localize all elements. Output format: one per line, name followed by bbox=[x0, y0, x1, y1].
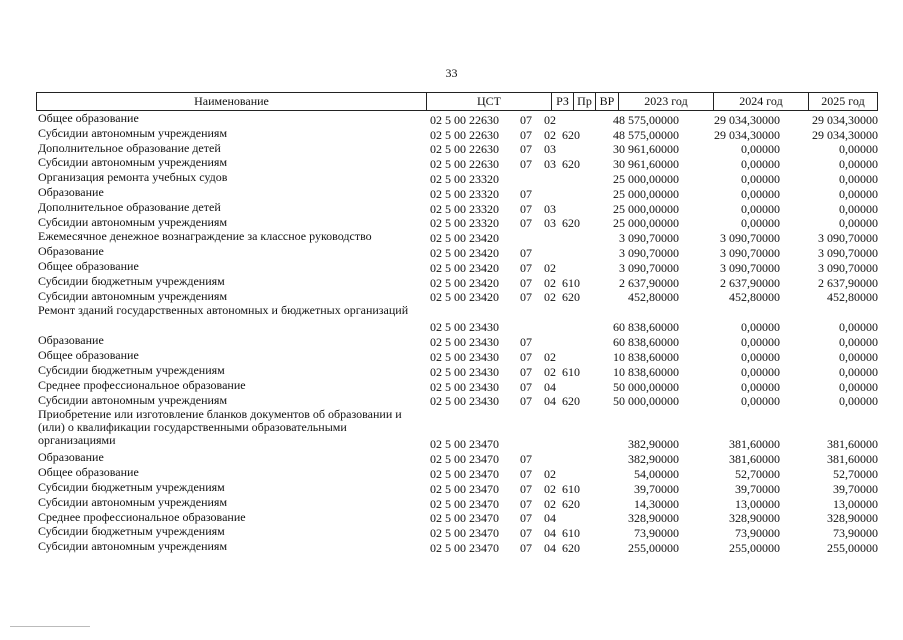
row-y2023: 3 090,70000 bbox=[619, 260, 679, 275]
row-name: Субсидии бюджетным учреждениям bbox=[38, 362, 225, 377]
row-y2024: 0,00000 bbox=[741, 320, 780, 335]
row-name: Среднее профессиональное образование bbox=[38, 509, 246, 524]
row-cst: 02 5 00 22630 bbox=[430, 112, 499, 127]
row-y2025: 0,00000 bbox=[839, 335, 878, 350]
table-row bbox=[36, 186, 878, 201]
table-row bbox=[36, 451, 878, 466]
table-row bbox=[36, 216, 878, 231]
row-y2023: 3 090,70000 bbox=[619, 245, 679, 260]
row-y2024: 0,00000 bbox=[741, 157, 780, 172]
row-y2024: 452,80000 bbox=[729, 290, 780, 305]
table-row bbox=[36, 260, 878, 275]
row-name: Общее образование bbox=[38, 258, 139, 273]
page-number: 33 bbox=[445, 66, 458, 80]
row-y2025: 39,70000 bbox=[833, 481, 878, 496]
row-y2025: 381,60000 bbox=[827, 452, 878, 467]
row-y2024: 29 034,30000 bbox=[714, 127, 780, 142]
row-name: Общее образование bbox=[38, 348, 139, 363]
row-y2025: 3 090,70000 bbox=[818, 260, 878, 275]
row-rz: 07 bbox=[520, 260, 532, 275]
row-y2025: 29 034,30000 bbox=[812, 112, 878, 127]
row-y2023: 328,90000 bbox=[628, 511, 679, 526]
row-cst: 02 5 00 23420 bbox=[430, 231, 499, 246]
header-2025: 2025 год bbox=[821, 94, 865, 108]
row-name: Организация ремонта учебных судов bbox=[38, 170, 228, 185]
row-y2024: 0,00000 bbox=[741, 335, 780, 350]
row-y2024: 2 637,90000 bbox=[720, 275, 780, 290]
row-rz: 07 bbox=[520, 540, 532, 555]
row-y2025: 0,00000 bbox=[839, 364, 878, 379]
row-rz: 07 bbox=[520, 186, 532, 201]
row-rz: 07 bbox=[520, 481, 532, 496]
row-cst: 02 5 00 23430 bbox=[430, 379, 499, 394]
row-y2025: 2 637,90000 bbox=[818, 275, 878, 290]
row-y2024: 0,00000 bbox=[741, 142, 780, 157]
row-vr: 620 bbox=[562, 216, 580, 231]
table-row bbox=[36, 245, 878, 260]
row-y2025: 0,00000 bbox=[839, 349, 878, 364]
table-body bbox=[36, 112, 878, 555]
row-y2025: 255,00000 bbox=[827, 540, 878, 555]
row-rz: 07 bbox=[520, 496, 532, 511]
row-y2023: 14,30000 bbox=[634, 496, 679, 511]
row-cst: 02 5 00 23320 bbox=[430, 216, 499, 231]
row-y2025: 0,00000 bbox=[839, 379, 878, 394]
row-pr: 03 bbox=[544, 216, 556, 231]
row-name: Субсидии автономным учреждениям bbox=[38, 392, 228, 407]
row-rz: 07 bbox=[520, 452, 532, 467]
row-y2023: 30 961,60000 bbox=[613, 142, 679, 157]
row-rz: 07 bbox=[520, 245, 532, 260]
row-cst: 02 5 00 23320 bbox=[430, 186, 499, 201]
row-y2023: 30 961,60000 bbox=[613, 157, 679, 172]
row-cst: 02 5 00 23420 bbox=[430, 260, 499, 275]
row-cst: 02 5 00 22630 bbox=[430, 127, 499, 142]
table-row bbox=[36, 511, 878, 526]
table-row bbox=[36, 394, 878, 409]
row-y2024: 3 090,70000 bbox=[720, 231, 780, 246]
row-y2024: 0,00000 bbox=[741, 379, 780, 394]
row-name: Субсидии автономным учреждениям bbox=[38, 155, 228, 170]
row-y2023: 50 000,00000 bbox=[613, 394, 679, 409]
row-y2023: 452,80000 bbox=[628, 290, 679, 305]
row-pr: 02 bbox=[544, 112, 556, 127]
row-cst: 02 5 00 23470 bbox=[430, 466, 499, 481]
row-rz: 07 bbox=[520, 290, 532, 305]
row-name: Общее образование bbox=[38, 465, 139, 480]
row-name: Субсидии автономным учреждениям bbox=[38, 494, 228, 509]
row-y2024: 3 090,70000 bbox=[720, 260, 780, 275]
row-pr: 02 bbox=[544, 466, 556, 481]
row-rz: 07 bbox=[520, 379, 532, 394]
row-pr: 02 bbox=[544, 496, 556, 511]
row-y2025: 0,00000 bbox=[839, 186, 878, 201]
row-vr: 620 bbox=[562, 127, 580, 142]
row-vr: 620 bbox=[562, 290, 580, 305]
row-y2023: 48 575,00000 bbox=[613, 127, 679, 142]
row-pr: 04 bbox=[544, 379, 556, 394]
row-y2023: 25 000,00000 bbox=[613, 201, 679, 216]
row-y2023: 382,90000 bbox=[628, 437, 679, 452]
row-y2025: 13,00000 bbox=[833, 496, 878, 511]
row-vr: 620 bbox=[562, 157, 580, 172]
row-y2024: 381,60000 bbox=[729, 452, 780, 467]
table-row bbox=[36, 349, 878, 364]
row-y2023: 3 090,70000 bbox=[619, 231, 679, 246]
table-row bbox=[36, 496, 878, 511]
table-row bbox=[36, 540, 878, 555]
row-name: Субсидии автономным учреждениям bbox=[38, 125, 228, 140]
row-y2023: 50 000,00000 bbox=[613, 379, 679, 394]
table-row bbox=[36, 525, 878, 540]
table-row bbox=[36, 230, 878, 245]
row-vr: 620 bbox=[562, 540, 580, 555]
row-name: Субсидии автономным учреждениям bbox=[38, 539, 228, 554]
row-pr: 02 bbox=[544, 364, 556, 379]
row-y2023: 54,00000 bbox=[634, 466, 679, 481]
row-name: Приобретение или изготовление бланков документов об образовании и (или) о квалификации государственными образовательными организациями bbox=[38, 407, 402, 448]
row-vr: 610 bbox=[562, 275, 580, 290]
row-y2024: 255,00000 bbox=[729, 540, 780, 555]
row-cst: 02 5 00 23470 bbox=[430, 452, 499, 467]
row-y2023: 73,90000 bbox=[634, 526, 679, 541]
row-name: Среднее профессиональное образование bbox=[38, 377, 246, 392]
row-cst: 02 5 00 23430 bbox=[430, 335, 499, 350]
header-2024: 2024 год bbox=[714, 93, 809, 110]
row-cst: 02 5 00 23320 bbox=[430, 171, 499, 186]
table-row bbox=[36, 171, 878, 186]
row-cst: 02 5 00 23320 bbox=[430, 201, 499, 216]
row-pr: 04 bbox=[544, 540, 556, 555]
row-name: Ежемесячное денежное вознаграждение за классное руководство bbox=[38, 229, 372, 244]
row-pr: 02 bbox=[544, 481, 556, 496]
row-vr: 610 bbox=[562, 481, 580, 496]
row-y2023: 2 637,90000 bbox=[619, 275, 679, 290]
row-pr: 02 bbox=[544, 275, 556, 290]
header-name: Наименование bbox=[37, 93, 427, 110]
row-pr: 03 bbox=[544, 157, 556, 172]
row-y2025: 52,70000 bbox=[833, 466, 878, 481]
row-y2024: 29 034,30000 bbox=[714, 112, 780, 127]
row-rz: 07 bbox=[520, 526, 532, 541]
row-y2024: 0,00000 bbox=[741, 216, 780, 231]
table-row bbox=[36, 466, 878, 481]
row-cst: 02 5 00 23430 bbox=[430, 320, 499, 335]
row-pr: 02 bbox=[544, 260, 556, 275]
row-rz: 07 bbox=[520, 275, 532, 290]
row-y2025: 0,00000 bbox=[839, 171, 878, 186]
row-cst: 02 5 00 23470 bbox=[430, 540, 499, 555]
row-pr: 02 bbox=[544, 349, 556, 364]
row-y2024: 0,00000 bbox=[741, 349, 780, 364]
row-y2024: 3 090,70000 bbox=[720, 245, 780, 260]
header-pr: Пр bbox=[574, 93, 596, 110]
header-vr: ВР bbox=[596, 93, 619, 110]
row-name: Субсидии автономным учреждениям bbox=[38, 214, 228, 229]
table-row bbox=[36, 112, 878, 127]
row-name: Образование bbox=[38, 184, 104, 199]
row-y2025: 0,00000 bbox=[839, 201, 878, 216]
row-y2025: 0,00000 bbox=[839, 394, 878, 409]
row-y2025: 3 090,70000 bbox=[818, 245, 878, 260]
row-name: Субсидии бюджетным учреждениям bbox=[38, 273, 225, 288]
row-cst: 02 5 00 23420 bbox=[430, 245, 499, 260]
row-pr: 02 bbox=[544, 290, 556, 305]
row-y2024: 13,00000 bbox=[735, 496, 780, 511]
footer-rule bbox=[10, 626, 90, 627]
row-name: Ремонт зданий государственных автономных и бюджетных организаций bbox=[38, 303, 409, 318]
row-rz: 07 bbox=[520, 364, 532, 379]
table-row bbox=[36, 275, 878, 290]
row-vr: 620 bbox=[562, 394, 580, 409]
row-y2023: 25 000,00000 bbox=[613, 186, 679, 201]
row-cst: 02 5 00 23430 bbox=[430, 364, 499, 379]
row-y2025: 0,00000 bbox=[839, 142, 878, 157]
row-name: Дополнительное образование детей bbox=[38, 199, 221, 214]
row-y2023: 60 838,60000 bbox=[613, 320, 679, 335]
row-rz: 07 bbox=[520, 157, 532, 172]
row-rz: 07 bbox=[520, 394, 532, 409]
row-pr: 04 bbox=[544, 394, 556, 409]
row-pr: 02 bbox=[544, 127, 556, 142]
row-rz: 07 bbox=[520, 112, 532, 127]
row-y2024: 39,70000 bbox=[735, 481, 780, 496]
row-y2024: 0,00000 bbox=[741, 186, 780, 201]
header-cst: ЦСТ bbox=[427, 93, 552, 110]
row-y2025: 0,00000 bbox=[839, 157, 878, 172]
row-pr: 03 bbox=[544, 142, 556, 157]
row-name: Субсидии бюджетным учреждениям bbox=[38, 524, 225, 539]
header-2023: 2023 год bbox=[619, 93, 714, 110]
row-y2025: 328,90000 bbox=[827, 511, 878, 526]
row-y2023: 10 838,60000 bbox=[613, 364, 679, 379]
row-rz: 07 bbox=[520, 127, 532, 142]
row-name: Общее образование bbox=[38, 111, 139, 125]
row-vr: 620 bbox=[562, 496, 580, 511]
row-name: Субсидии бюджетным учреждениям bbox=[38, 479, 225, 494]
row-y2023: 60 838,60000 bbox=[613, 335, 679, 350]
row-rz: 07 bbox=[520, 201, 532, 216]
row-y2025: 0,00000 bbox=[839, 320, 878, 335]
row-y2023: 25 000,00000 bbox=[613, 171, 679, 186]
table-row bbox=[36, 290, 878, 305]
row-y2024: 0,00000 bbox=[741, 364, 780, 379]
row-y2025: 73,90000 bbox=[833, 526, 878, 541]
row-y2025: 0,00000 bbox=[839, 216, 878, 231]
table-row bbox=[36, 364, 878, 379]
row-cst: 02 5 00 23430 bbox=[430, 394, 499, 409]
row-y2023: 25 000,00000 bbox=[613, 216, 679, 231]
row-y2025: 3 090,70000 bbox=[818, 231, 878, 246]
row-vr: 610 bbox=[562, 364, 580, 379]
row-cst: 02 5 00 22630 bbox=[430, 142, 499, 157]
row-pr: 04 bbox=[544, 526, 556, 541]
row-rz: 07 bbox=[520, 349, 532, 364]
row-cst: 02 5 00 23470 bbox=[430, 481, 499, 496]
row-cst: 02 5 00 23470 bbox=[430, 511, 499, 526]
table-row bbox=[36, 127, 878, 142]
table-row bbox=[36, 334, 878, 349]
row-pr: 03 bbox=[544, 201, 556, 216]
header-rz: РЗ bbox=[552, 93, 574, 110]
row-vr: 610 bbox=[562, 526, 580, 541]
row-y2024: 381,60000 bbox=[729, 437, 780, 452]
row-name: Субсидии автономным учреждениям bbox=[38, 288, 228, 303]
row-cst: 02 5 00 23470 bbox=[430, 526, 499, 541]
table-row bbox=[36, 379, 878, 394]
table-row bbox=[36, 142, 878, 157]
table-row bbox=[36, 408, 878, 451]
row-pr: 04 bbox=[544, 511, 556, 526]
row-y2023: 48 575,00000 bbox=[613, 112, 679, 127]
row-name: Образование bbox=[38, 244, 104, 259]
table-row bbox=[36, 156, 878, 171]
row-rz: 07 bbox=[520, 511, 532, 526]
row-y2024: 0,00000 bbox=[741, 394, 780, 409]
row-rz: 07 bbox=[520, 466, 532, 481]
row-cst: 02 5 00 23470 bbox=[430, 437, 499, 452]
row-y2024: 52,70000 bbox=[735, 466, 780, 481]
row-y2023: 10 838,60000 bbox=[613, 349, 679, 364]
row-cst: 02 5 00 22630 bbox=[430, 157, 499, 172]
row-cst: 02 5 00 23420 bbox=[430, 275, 499, 290]
row-cst: 02 5 00 23420 bbox=[430, 290, 499, 305]
table-row bbox=[36, 201, 878, 216]
row-cst: 02 5 00 23470 bbox=[430, 496, 499, 511]
table-header bbox=[36, 92, 878, 111]
row-y2023: 382,90000 bbox=[628, 452, 679, 467]
row-y2025: 381,60000 bbox=[827, 437, 878, 452]
row-y2025: 29 034,30000 bbox=[812, 127, 878, 142]
row-y2024: 73,90000 bbox=[735, 526, 780, 541]
row-name: Образование bbox=[38, 450, 104, 465]
table-row bbox=[36, 481, 878, 496]
row-rz: 07 bbox=[520, 142, 532, 157]
row-rz: 07 bbox=[520, 216, 532, 231]
row-rz: 07 bbox=[520, 335, 532, 350]
row-cst: 02 5 00 23430 bbox=[430, 349, 499, 364]
row-y2023: 39,70000 bbox=[634, 481, 679, 496]
row-y2024: 328,90000 bbox=[729, 511, 780, 526]
row-name: Образование bbox=[38, 333, 104, 348]
row-y2023: 255,00000 bbox=[628, 540, 679, 555]
row-y2024: 0,00000 bbox=[741, 201, 780, 216]
row-y2025: 452,80000 bbox=[827, 290, 878, 305]
row-name: Дополнительное образование детей bbox=[38, 140, 221, 155]
table-row bbox=[36, 304, 878, 334]
row-y2024: 0,00000 bbox=[741, 171, 780, 186]
